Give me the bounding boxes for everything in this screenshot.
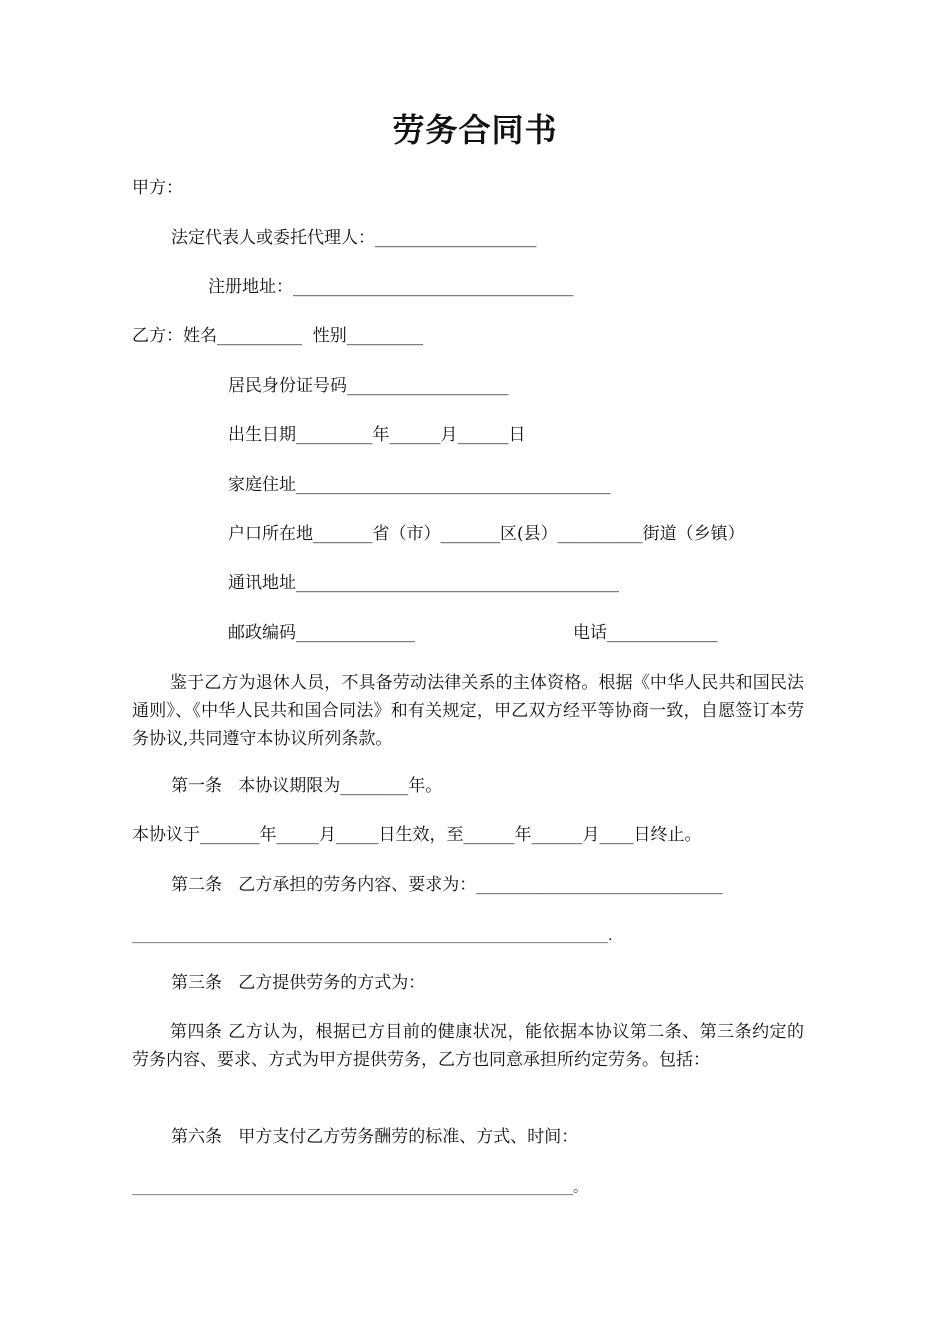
article-1: 第一条 本协议期限为________年。: [171, 776, 443, 796]
party-b-name-gender-field: 乙方：姓名__________ 性别_________: [132, 326, 424, 346]
document-title: 劳务合同书: [392, 111, 558, 149]
party-a-representative-field: 法定代表人或委托代理人：___________________: [171, 228, 537, 248]
party-b-mailing-address-field: 通讯地址______________________________________: [228, 573, 619, 593]
article-2: 第二条 乙方承担的劳务内容、要求为：_____________________________: [171, 875, 723, 895]
party-b-birth-date-field: 出生日期_________年______月______日: [228, 425, 526, 445]
party-a-address-field: 注册地址：_________________________________: [208, 277, 574, 297]
preamble-paragraph: 鉴于乙方为退休人员，不具备劳动法律关系的主体资格。根据《中华人民共和国民法通则》、《中华人民共和国合同法》和有关规定，甲乙双方经平等协商一致，自愿签订本劳务协议,共同遵守本协议所列条款。: [132, 673, 804, 749]
article-2-blank-line: ____________________________________________________________________.: [132, 928, 613, 944]
party-b-home-address-field: 家庭住址_____________________________________: [228, 475, 611, 495]
article-1-dates: 本协议于_______年_____月_____日生效，至______年______月____日终止。: [132, 825, 702, 845]
party-b-id-number-field: 居民身份证号码___________________: [228, 376, 509, 396]
article-6: 第六条 甲方支付乙方劳务酬劳的标准、方式、时间：: [171, 1127, 579, 1147]
party-a-label: 甲方：: [132, 178, 183, 198]
article-6-blank-line: _______________________________________________________________。: [132, 1180, 587, 1196]
article-4-paragraph: 第四条 乙方认为，根据已方目前的健康状况，能依据本协议第二条、第三条约定的劳务内容、要求、方式为甲方提供劳务，乙方也同意承担所约定劳务。包括：: [132, 1022, 804, 1070]
party-b-hukou-field: 户口所在地_______省（市）_______区(县）__________街道（乡镇）: [228, 524, 745, 544]
party-b-postal-code-field: 邮政编码______________: [228, 623, 415, 643]
article-3: 第三条 乙方提供劳务的方式为：: [171, 973, 426, 993]
party-b-phone-field: 电话_____________: [573, 623, 718, 643]
